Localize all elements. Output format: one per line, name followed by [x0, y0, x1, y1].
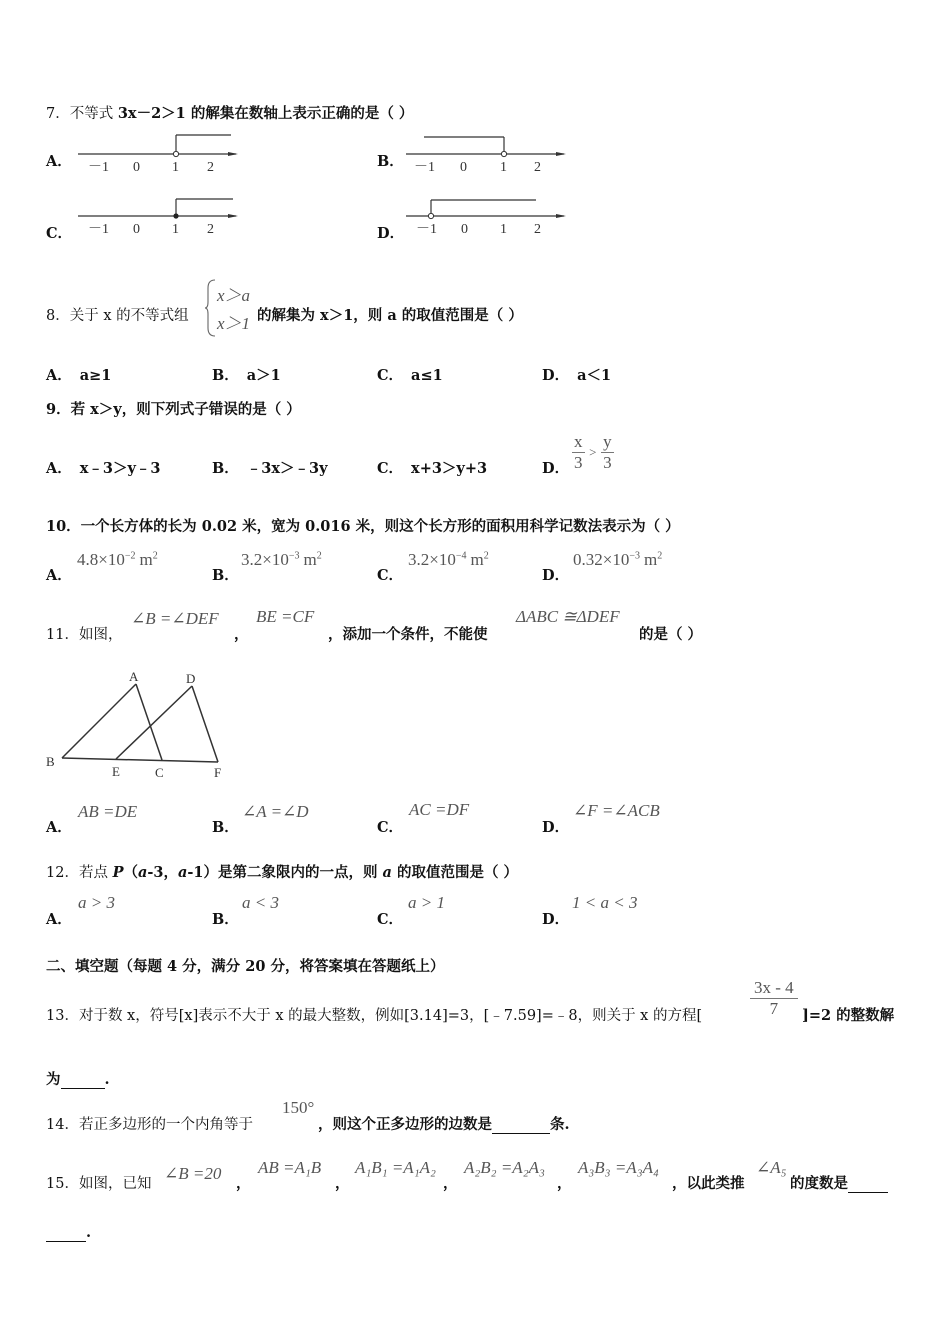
q10-stem: 10．一个长方体的长为 0.02 米，宽为 0.016 米，则这个长方形的面积用科学记数法表示为（ ） — [46, 518, 680, 535]
q8-system-line2: x＞1 — [217, 314, 251, 333]
tick-label: 0 — [133, 160, 140, 175]
q15-cond-a3b3: A₃B₃ =A₃A₄ — [578, 1158, 659, 1177]
q11-condition-segment: BE =CF — [256, 607, 315, 626]
q11-option-b-value[interactable]: ∠A =∠D — [242, 802, 309, 821]
segment-df — [192, 686, 218, 762]
q10-option-b-value[interactable]: $3.2\times 10^{-3}$ $m^2$ — [241, 550, 322, 569]
point-label-c: C — [155, 765, 164, 780]
answer-blank[interactable] — [61, 1071, 105, 1089]
q12-option-a-label[interactable]: A． — [46, 911, 72, 928]
fraction-left: $\frac{x}{3}$ — [574, 432, 583, 472]
q14-stem-prefix: 14．若正多边形的一个内角等于 — [46, 1117, 253, 1133]
q7-numberline-a[interactable] — [76, 128, 246, 178]
q12-option-c-label[interactable]: C． — [377, 911, 404, 928]
q7-option-d-label[interactable]: D． — [377, 225, 405, 242]
q15-cond-ab: AB =A₁B — [258, 1158, 322, 1177]
q11-condition-angle: ∠B =∠DEF — [131, 609, 219, 628]
q12-option-b-label[interactable]: B． — [212, 911, 239, 928]
q7-numberline-d[interactable] — [404, 190, 574, 240]
q11-option-a-label[interactable]: A． — [46, 819, 72, 836]
q11-option-c-label[interactable]: C． — [377, 819, 404, 836]
point-label-d: D — [186, 671, 196, 686]
q9-option-b[interactable]: B． ﹣3x＞﹣3y — [212, 460, 328, 477]
axis-arrow — [228, 214, 238, 218]
q11-comma: ， — [234, 626, 249, 643]
tick-label: 2 — [534, 160, 541, 175]
q12-option-d-label[interactable]: D． — [542, 911, 570, 928]
segment-ac — [136, 684, 162, 760]
q7-option-b-label[interactable]: B． — [377, 153, 404, 170]
q15-sep: ， — [557, 1175, 572, 1192]
tick-label: 1 — [500, 160, 507, 175]
axis-arrow — [228, 152, 238, 156]
q7-stem: 7．不等式 3x－2＞1 的解集在数轴上表示正确的是（ ） — [46, 105, 414, 122]
q7-numberline-b[interactable] — [404, 128, 574, 178]
q7-numberline-c[interactable] — [76, 190, 246, 240]
tick-label: 1 — [172, 160, 179, 175]
tick-label: －1 — [88, 160, 109, 175]
answer-blank[interactable] — [492, 1116, 550, 1134]
tick-label: －1 — [414, 160, 435, 175]
q15-stem-prefix: 15．如图，已知 — [46, 1176, 152, 1192]
point-label-b: B — [46, 754, 55, 769]
q15-sep: ， — [443, 1175, 458, 1192]
q9-option-d-fraction[interactable]: $\frac{x}{3}$ > $\frac{y}{3}$ — [574, 432, 612, 472]
open-point — [173, 151, 178, 156]
q7-option-c-label[interactable]: C． — [46, 225, 73, 242]
answer-blank-continued[interactable] — [46, 1224, 86, 1242]
q9-option-d[interactable]: D． — [542, 460, 570, 477]
q11-option-d-label[interactable]: D． — [542, 819, 570, 836]
tick-label: 0 — [461, 222, 468, 237]
q10-option-d-label[interactable]: D． — [542, 567, 570, 584]
point-label-a: A — [129, 669, 139, 684]
q8-option-d[interactable]: D． a＜1 — [542, 367, 612, 384]
q15-cond-a2b2: A₂B₂ =A₂A₃ — [464, 1158, 545, 1177]
q11-option-c-value[interactable]: AC =DF — [409, 800, 470, 819]
axis-arrow — [556, 214, 566, 218]
segment-ed — [116, 686, 192, 759]
open-point — [428, 213, 433, 218]
solid-point — [173, 213, 178, 218]
fraction-right: $\frac{y}{3}$ — [603, 432, 612, 472]
q15-answer-line2[interactable]: . — [46, 1224, 91, 1242]
q15-stem-suffix: 的度数是 — [790, 1172, 888, 1193]
tick-label: 1 — [500, 222, 507, 237]
base-line — [62, 758, 218, 762]
q12-option-b-value[interactable]: a < 3 — [242, 893, 279, 912]
q15-sep: ， — [335, 1175, 350, 1192]
q8-option-c[interactable]: C． a≤1 — [377, 367, 443, 384]
q13-stem-prefix: 13．对于数 x，符号[x]表示不大于 x 的最大整数，例如[3.14]=3，[﹣7.59]=﹣8，则关于 x 的方程[ — [46, 1008, 703, 1024]
q15-sep: ， — [236, 1175, 251, 1192]
axis-arrow — [556, 152, 566, 156]
q12-option-a-value[interactable]: a > 3 — [78, 893, 115, 912]
q10-option-c-label[interactable]: C． — [377, 567, 404, 584]
brace-path — [205, 280, 215, 336]
q11-stem-prefix: 11．如图， — [46, 627, 123, 643]
q8-stem-suffix: 的解集为 x＞1，则 a 的取值范围是（ ） — [257, 307, 523, 324]
q10-option-a-label[interactable]: A． — [46, 567, 72, 584]
q7-option-a-label[interactable]: A． — [46, 153, 72, 170]
q15-cond-a1b1: A₁B₁ =A₁A₂ — [355, 1158, 436, 1177]
q15-cond-angle-b: ∠B =20 — [164, 1164, 222, 1183]
q8-system-line1: x＞a — [217, 286, 251, 305]
q15-stem-mid: ，以此类推 — [672, 1175, 745, 1192]
q8-brace — [204, 278, 218, 338]
q9-option-a[interactable]: A． x﹣3＞y﹣3 — [46, 460, 161, 477]
q12-option-c-value[interactable]: a > 1 — [408, 893, 445, 912]
q11-triangle-figure — [40, 664, 240, 784]
q9-option-c[interactable]: C． x+3＞y+3 — [377, 460, 488, 477]
q8-option-b[interactable]: B． a＞1 — [212, 367, 281, 384]
q11-stem-mid: ，添加一个条件，不能使 — [328, 626, 488, 643]
q12-option-d-value[interactable]: 1 < a < 3 — [572, 893, 638, 912]
q11-option-d-value[interactable]: ∠F =∠ACB — [573, 801, 660, 820]
q9-stem: 9．若 x＞y，则下列式子错误的是（ ） — [46, 401, 301, 418]
q8-option-a[interactable]: A． a≥1 — [46, 367, 112, 384]
open-point — [501, 151, 506, 156]
q14-stem-suffix: ，则这个正多边形的边数是 条. — [318, 1116, 570, 1133]
tick-label: 2 — [534, 222, 541, 237]
tick-label: 0 — [460, 160, 467, 175]
q13-answer-line[interactable]: 为 . — [46, 1071, 110, 1088]
point-label-f: F — [214, 765, 222, 780]
q12-stem: 12．若点 P（a-3，a-1）是第二象限内的一点，则 a 的取值范围是（ ） — [46, 864, 519, 881]
q10-option-c-value[interactable]: $3.2\times 10^{-4}$ $m^2$ — [408, 550, 489, 569]
tick-label: 2 — [207, 222, 214, 237]
q13-stem-suffix: ]=2 的整数解 — [802, 1007, 895, 1024]
q11-option-a-value[interactable]: AB =DE — [78, 802, 138, 821]
q11-option-b-label[interactable]: B． — [212, 819, 239, 836]
q14-angle: 150° — [282, 1098, 315, 1117]
q11-condition-congruent: ΔABC ≅ΔDEF — [516, 607, 620, 626]
tick-label: －1 — [416, 222, 437, 237]
q10-option-a-value[interactable]: $4.8\times 10^{-2}$ $m^2$ — [77, 550, 158, 569]
segment-ba — [62, 684, 136, 758]
answer-blank[interactable] — [848, 1175, 888, 1193]
tick-label: 2 — [207, 160, 214, 175]
q10-option-d-value[interactable]: $0.32\times 10^{-3}$ $m^2$ — [573, 550, 663, 569]
q8-stem-prefix: 8．关于 x 的不等式组 — [46, 308, 189, 324]
q15-angle-a5: ∠A₅ — [756, 1158, 787, 1177]
q13-fraction: $\frac{3x - 4}{7}$ — [750, 978, 798, 1019]
q11-stem-suffix: 的是（ ） — [639, 626, 703, 643]
q10-option-b-label[interactable]: B． — [212, 567, 239, 584]
tick-label: －1 — [88, 222, 109, 237]
section-title-fill-in: 二、填空题（每题 4 分，满分 20 分，将答案填在答题纸上） — [46, 958, 445, 975]
tick-label: 0 — [133, 222, 140, 237]
point-label-e: E — [112, 764, 120, 779]
tick-label: 1 — [172, 222, 179, 237]
